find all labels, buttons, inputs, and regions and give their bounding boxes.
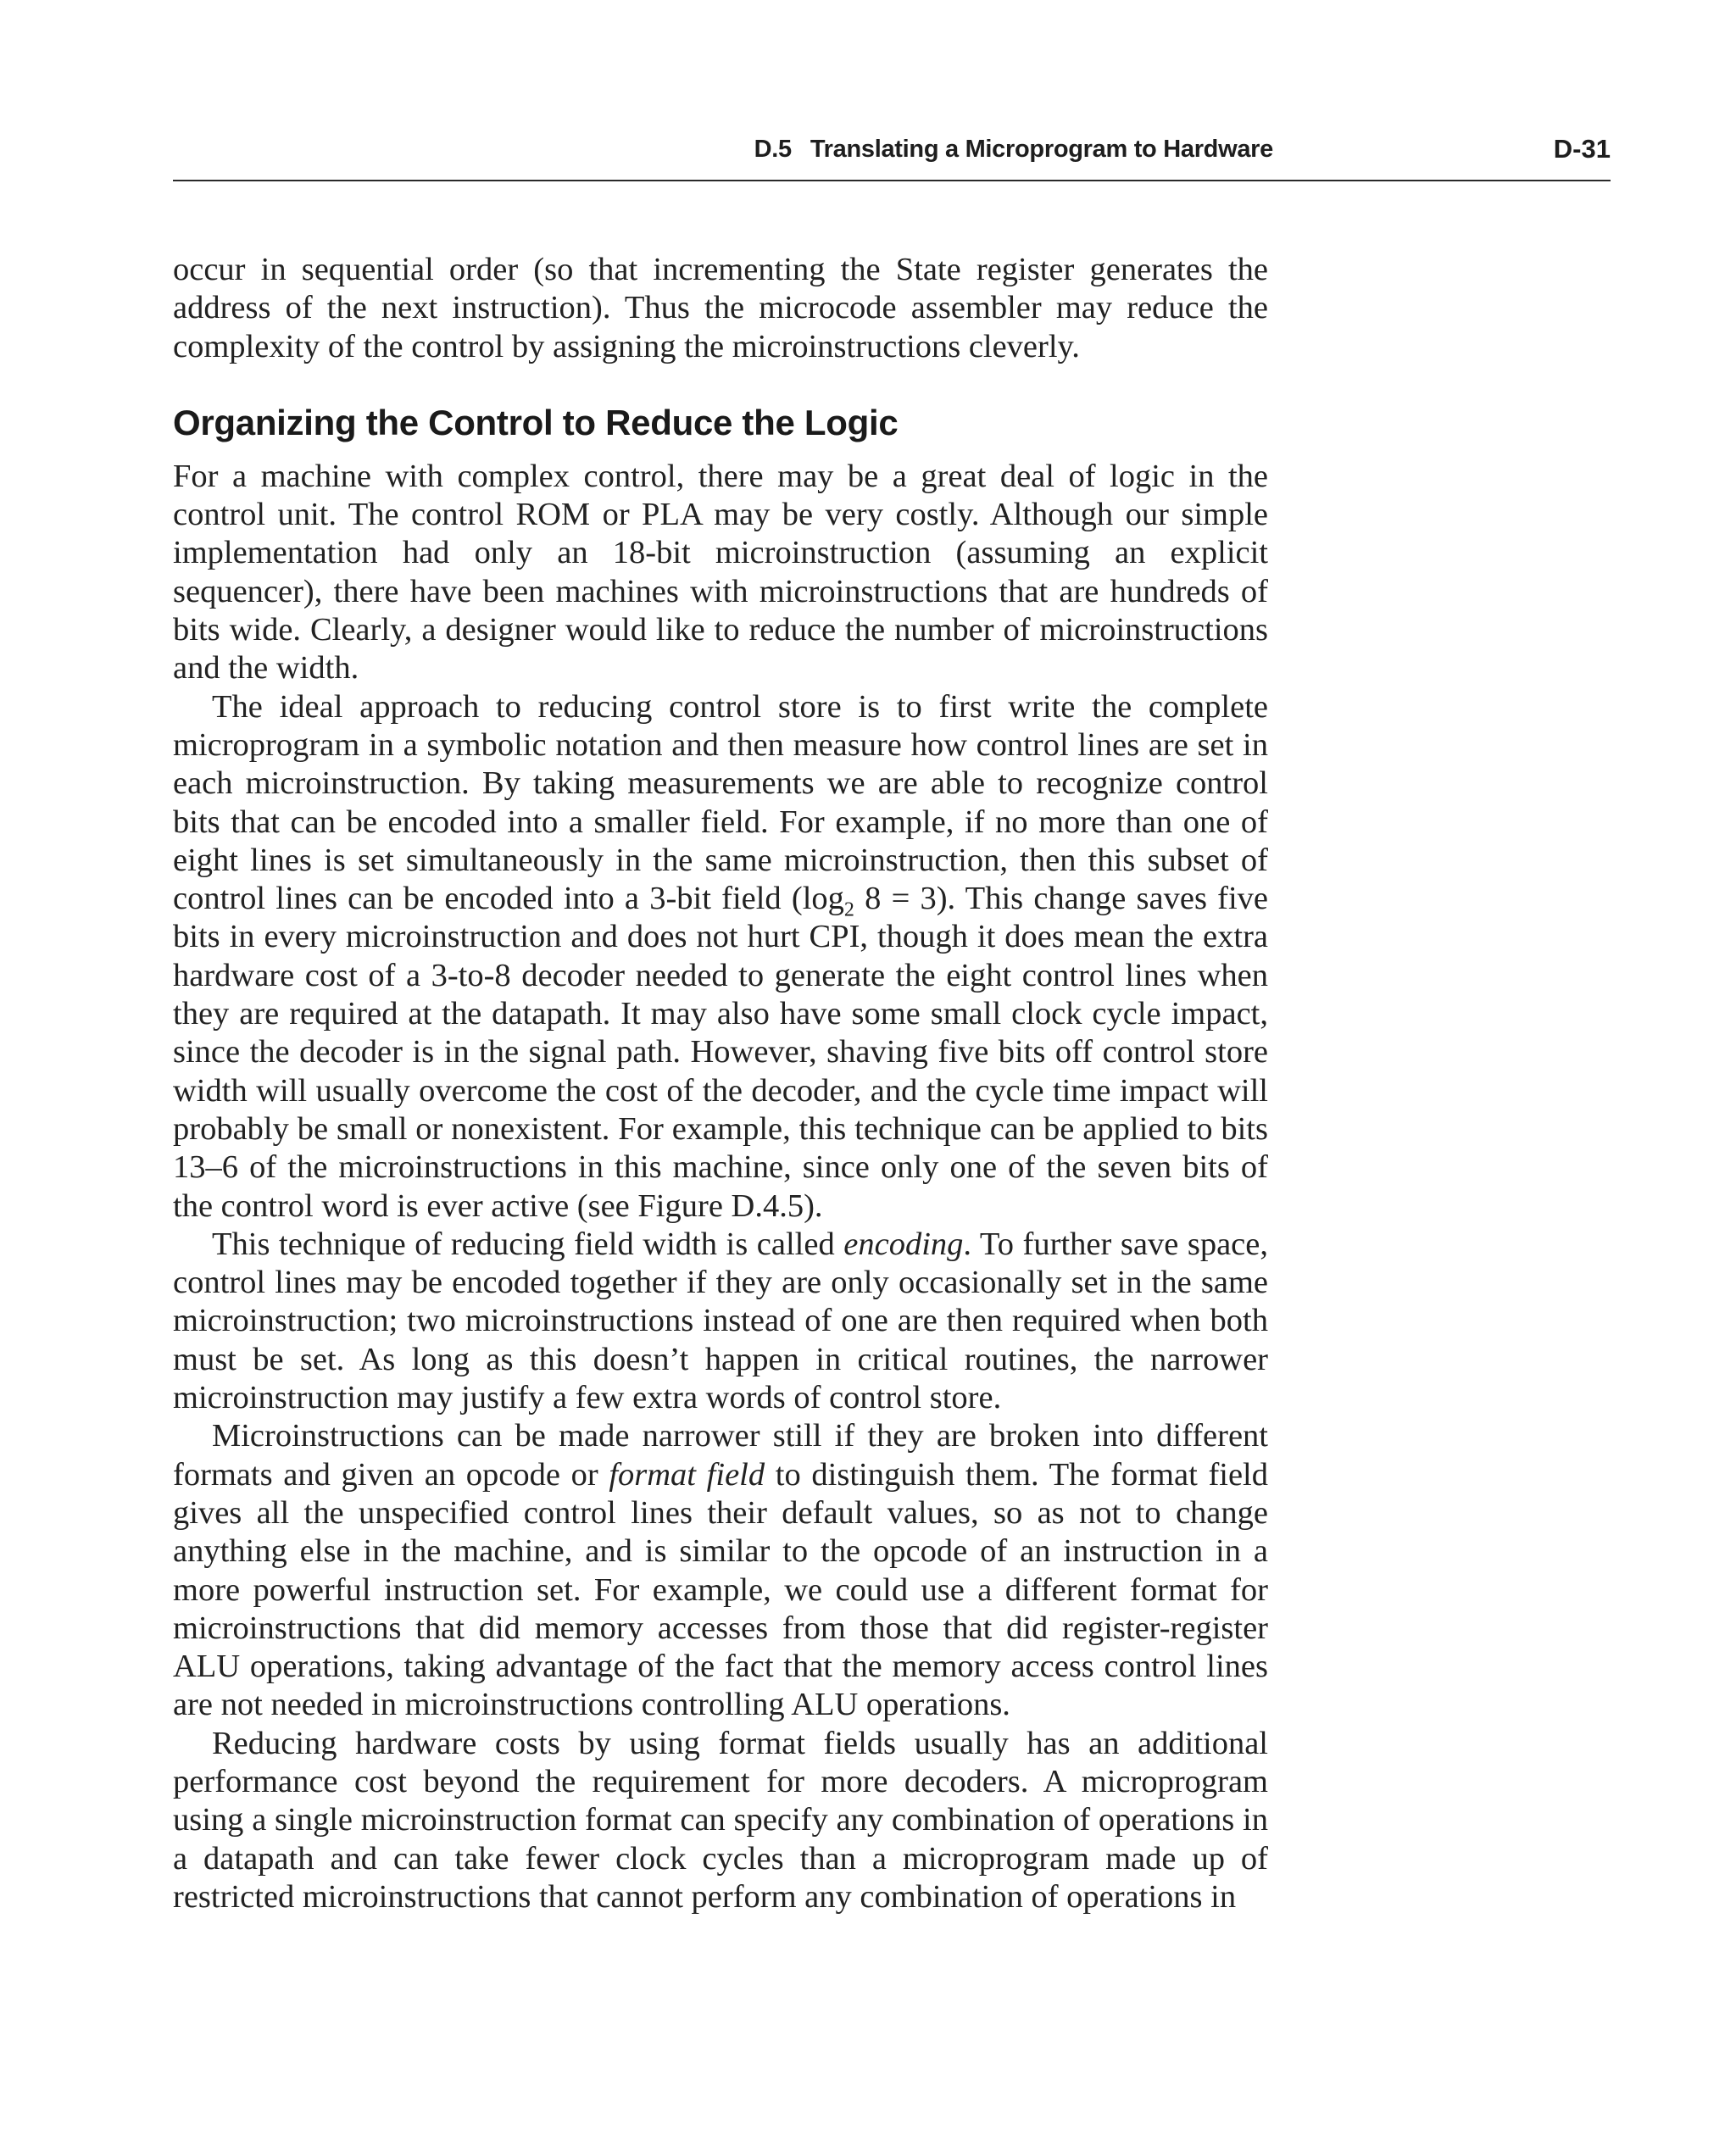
paragraph-ideal-approach [173, 688, 1268, 1226]
paragraph-text: . To further save space, control lines may be encoded together if they are only occasionally set in the same microinstruction; two microinstructions instead of one are then required when both must be set. As long as this doesn’t happen in critical routines, the narrower microinstruction may justify a few extra words of control store. [173, 1226, 1268, 1416]
page-body [173, 251, 1268, 1916]
section-title: Translating a Microprogram to Hardware [810, 136, 1273, 163]
term-encoding: encoding [843, 1226, 964, 1262]
section-heading: Organizing the Control to Reduce the Logic [173, 402, 899, 442]
log-subscript: 2 [843, 898, 854, 921]
paragraph-encoding [173, 1226, 1268, 1417]
paragraph-text: The ideal approach to reducing control store is to first write the complete microprogram in a symbolic notation and then measure how control lines are set in each microinstruction. By taking measurements we are able to recognize control bits that can be encoded into a smaller field. For example, if no more than one of eight lines is set simultaneously in the same microinstruction, then this subset of control lines can be encoded into a 3-bit field (log [173, 688, 1268, 917]
paragraph-text: 8 = 3). This change saves five bits in every microinstruction and does not hurt CPI, though it does mean the extra hardware cost of a 3-to-8 decoder needed to generate the eight control lines when they are required at the datapath. It may also have some small clock cycle impact, since the decoder is in the signal path. However, shaving five bits off control store width will usually overcome the cost of the decoder, and the cycle time impact will probably be small or nonexistent. For example, this technique can be applied to bits 13–6 of the microinstructions in this machine, since only one of the seven bits of the control word is ever active (see Figure D.4.5). [173, 881, 1269, 1224]
page-number: D-31 [1553, 134, 1611, 164]
paragraph-continued: occur in sequential order (so that incrementing the State register generates the address of the next instruction). Thus the microcode assembler may reduce the complexity of the control by assigning the microinstructions cleverly. [173, 252, 1268, 364]
running-header [173, 129, 1611, 181]
paragraph-format-field [173, 1417, 1268, 1724]
term-format-field: format field [609, 1456, 765, 1493]
running-header-section [754, 136, 1273, 164]
section-number: D.5 [754, 136, 792, 163]
paragraph-text: Microinstructions can be made narrower still if they are broken into different formats and given an opcode or [173, 1418, 1268, 1493]
paragraph-hardware-costs: Reducing hardware costs by using format fields usually has an additional performance cost beyond the requirement for more decoders. A microprogram using a single microinstruction format can specify any combination of operations in a datapath and can take fewer clock cycles than a microprogram made up of restricted microinstructions that cannot perform any combination of operations in [173, 1725, 1268, 1915]
paragraph-text: This technique of reducing field width is called [212, 1226, 844, 1262]
paragraph-text: to distinguish them. The format field gives all the unspecified control lines their default values, so as not to change anything else in the machine, and is similar to the opcode of an instruction in a more powerful instruction set. For example, we could use a different format for microinstructions that did memory accesses from those that did register-register ALU operations, taking advantage of the fact that the memory access control lines are not needed in microinstructions controlling ALU operations. [173, 1456, 1269, 1723]
paragraph-complex-control: For a machine with complex control, there may be a great deal of logic in the control unit. The control ROM or PLA may be very costly. Although our simple implementation had only an 18-bit microinstruction (assuming an explicit sequencer), there have been machines with microinstructions that are hundreds of bits wide. Clearly, a designer would like to reduce the number of microinstructions and the width. [173, 458, 1268, 687]
